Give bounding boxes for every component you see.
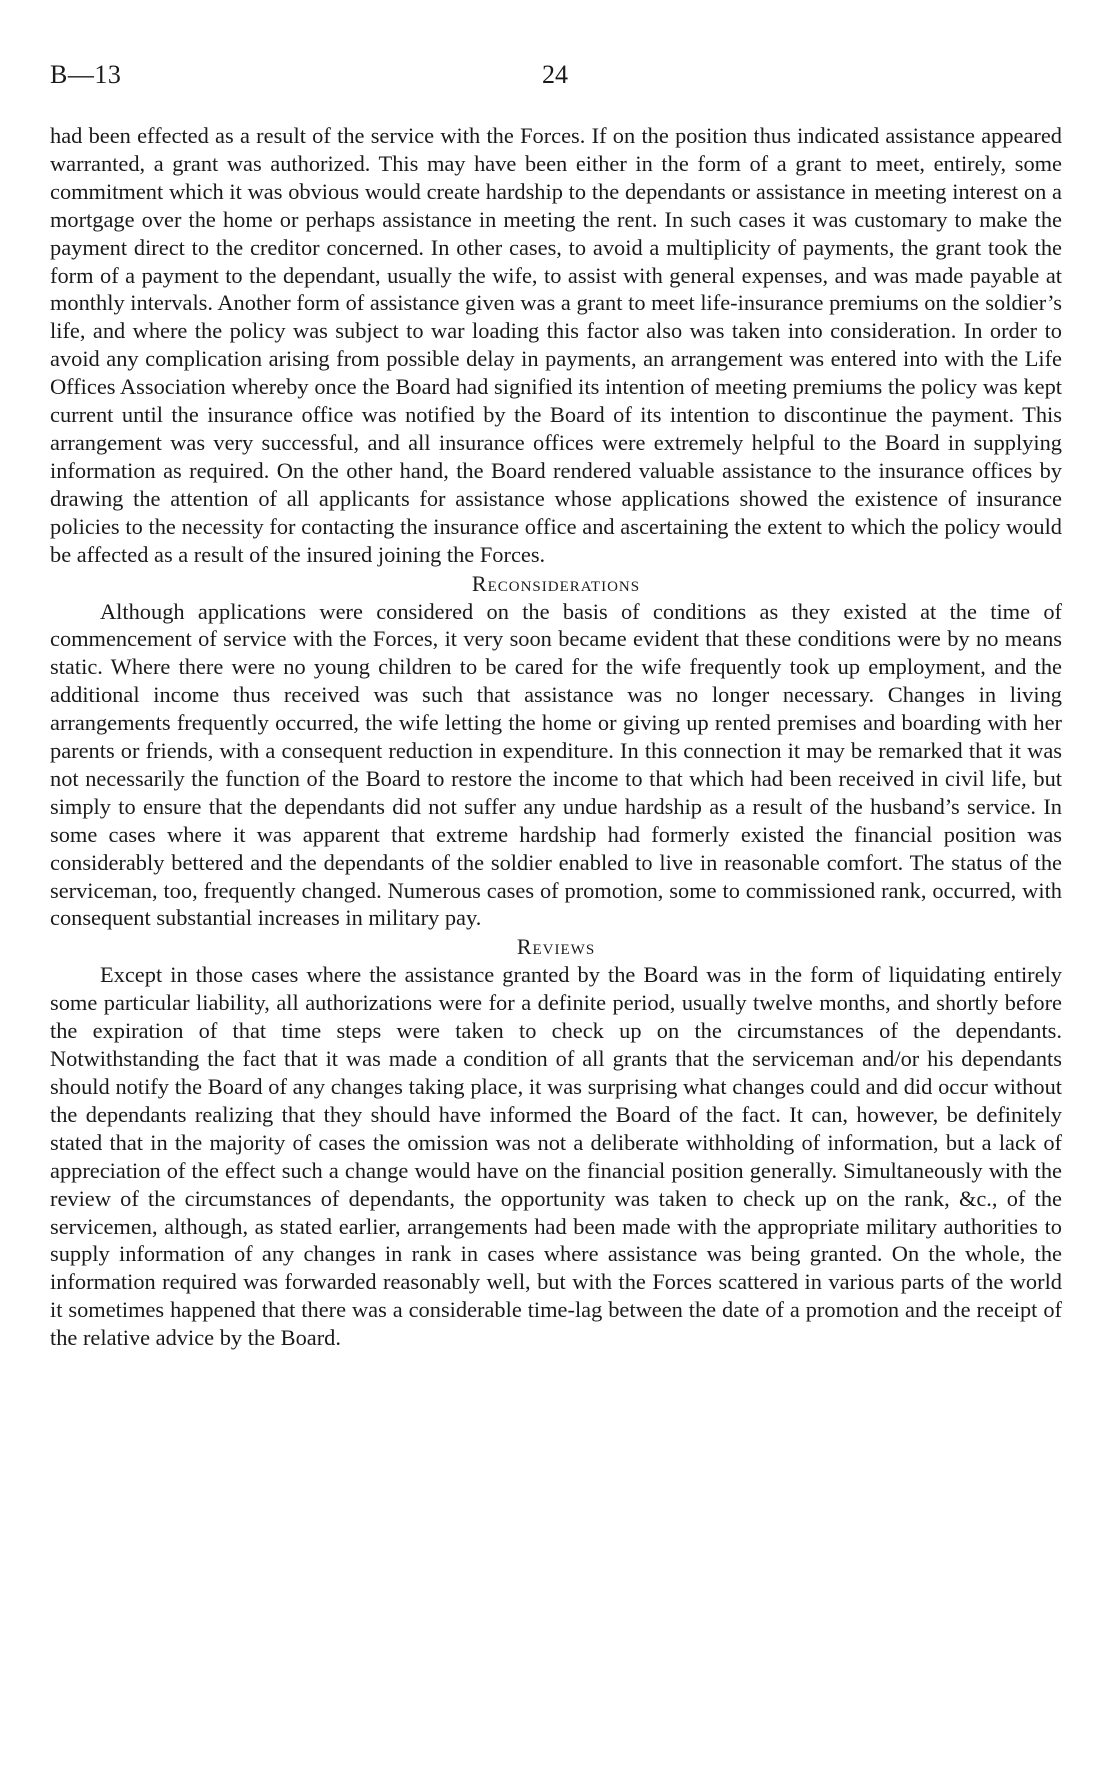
page-number: 24	[542, 60, 568, 89]
page-header	[50, 60, 1060, 94]
section-heading-reconsiderations: Reconsiderations	[471, 570, 641, 596]
reviews-paragraph: Except in those cases where the assistance granted by the Board was in the form of liquidating entirely some particular liability, all authorizations were for a definite period, usually twelve months, and shortly before the expiration of that time steps were taken to check up on the circumstances of the dependants. Notwithstanding the fact that it was made a condition of all grants that the serviceman and/or his dependants should notify the Board of any changes taking place, it was surprising what changes could and did occur without the dependants realizing that they should have informed the Board of the fact. It can, however, be definitely stated that in the majority of cases the omission was not a deliberate withholding of information, but a lack of appreciation of the effect such a change would have on the financial position generally. Simultaneously with the review of the circumstances of dependants, the opportunity was taken to check up on the rank, &c., of the servicemen, although, as stated earlier, arrangements had been made with the appropriate military authorities to supply information of any changes in rank in cases where assistance was being granted. On the whole, the information required was forwarded reasonably well, but with the Forces scattered in various parts of the world it sometimes happened that there was a considerable time-lag between the date of a promotion and the receipt of the relative advice by the Board.	[50, 962, 1062, 1351]
document-reference: B—13	[50, 60, 122, 89]
reconsiderations-paragraph: Although applications were considered on the basis of conditions as they existed at the time of commencement of service with the Forces, it very soon became evident that these conditions were by no means static. Where there were no young children to be cared for the wife frequently took up employment, and the additional income thus received was such that assistance was no longer necessary. Changes in living arrangements frequently occurred, the wife letting the home or giving up rented premises and boarding with her parents or friends, with a consequent reduction in expenditure. In this connection it may be remarked that it was not necessarily the function of the Board to restore the income to that which had been received in civil life, but simply to ensure that the dependants did not suffer any undue hardship as a result of the husband’s service. In some cases where it was apparent that extreme hardship had formerly existed the financial position was considerably bettered and the dependants of the soldier enabled to live in reasonable comfort. The status of the serviceman, too, frequently changed. Numerous cases of promotion, some to commissioned rank, occurred, with consequent substantial increases in military pay.	[50, 598, 1062, 931]
intro-paragraph: had been effected as a result of the service with the Forces. If on the position thus indicated assistance appeared warranted, a grant was authorized. This may have been either in the form of a grant to meet, entirely, some commitment which it was obvious would create hardship to the dependants or assistance in meeting interest on a mortgage over the home or perhaps assistance in meeting the rent. In such cases it was customary to make the payment direct to the creditor concerned. In other cases, to avoid a multiplicity of payments, the grant took the form of a payment to the dependant, usually the wife, to assist with general expenses, and was made payable at monthly intervals. Another form of assistance given was a grant to meet life-insurance premiums on the soldier’s life, and where the policy was subject to war loading this factor also was taken into consideration. In order to avoid any complication arising from possible delay in payments, an arrangement was entered into with the Life Offices Association whereby once the Board had signified its intention of meeting premiums the policy was kept current until the insurance office was notified by the Board of its intention to discontinue the payment. This arrangement was very successful, and all insurance offices were extremely helpful to the Board in supplying information as required. On the other hand, the Board rendered valuable assistance to the insurance offices by drawing the attention of all applicants for assistance whose applications showed the existence of insurance policies to the necessity for contacting the insurance office and ascertaining the extent to which the policy would be affected as a result of the insured joining the Forces.	[50, 123, 1062, 567]
body-text	[50, 122, 1062, 1352]
section-heading-reviews: Reviews	[516, 934, 596, 960]
